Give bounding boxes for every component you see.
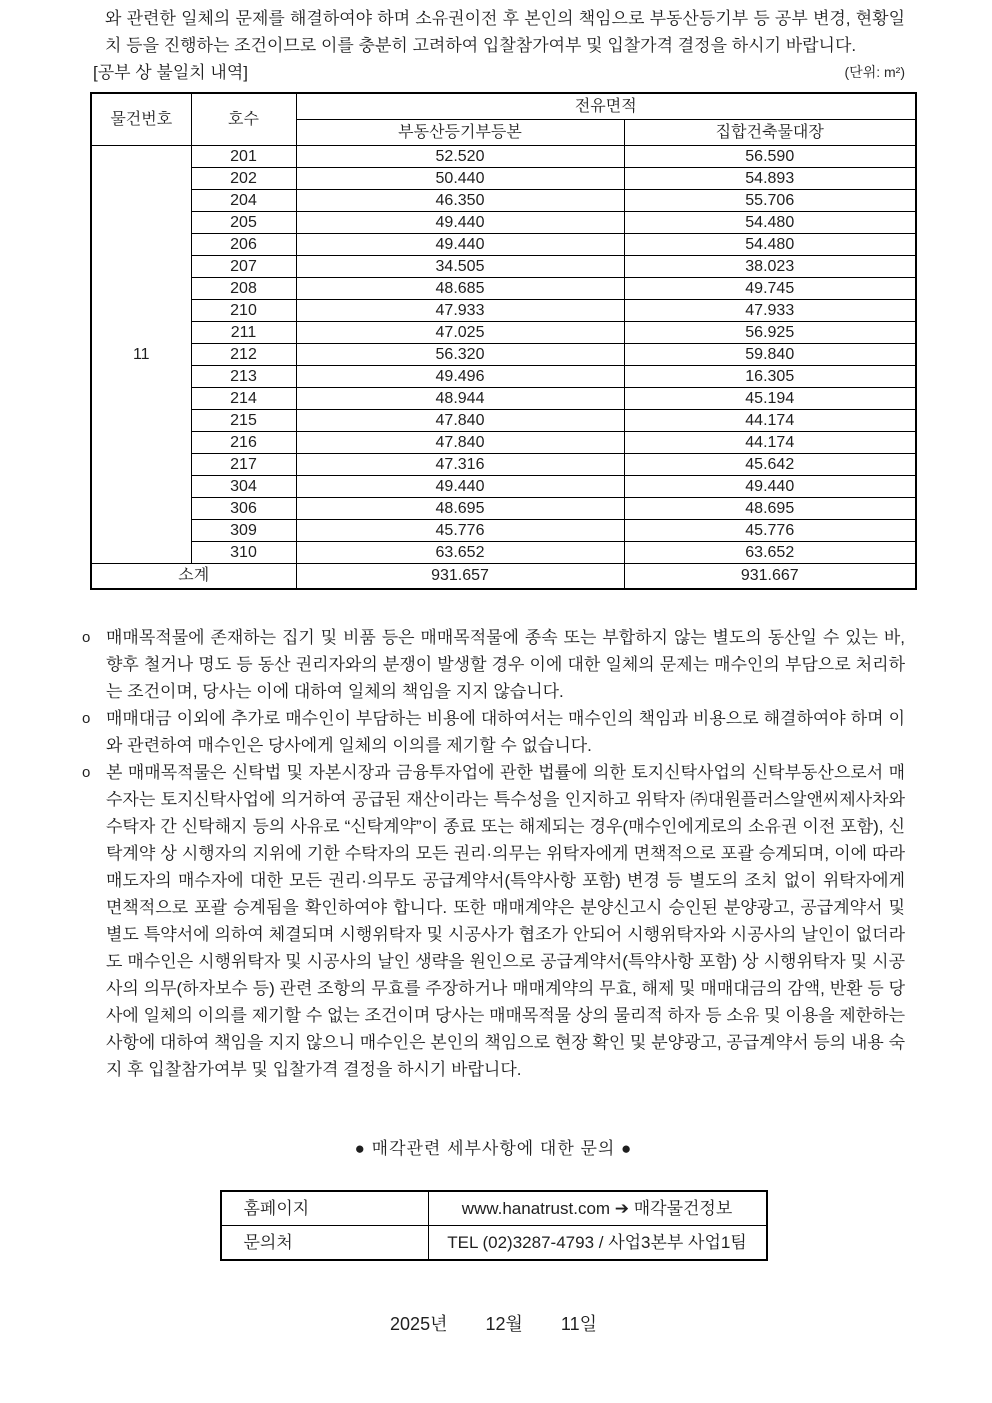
- register-area-cell: 50.440: [296, 168, 624, 190]
- table-row: [91, 190, 916, 212]
- register-area-cell: 49.496: [296, 366, 624, 388]
- discrepancy-table: [90, 92, 917, 590]
- date-year: 2025년: [390, 1314, 448, 1334]
- table-row: [91, 212, 916, 234]
- note-item: [82, 705, 905, 759]
- bullet-marker: o: [82, 629, 91, 646]
- document-date: [82, 1311, 905, 1338]
- unit-cell: 216: [191, 432, 296, 454]
- register-area-cell: 49.440: [296, 234, 624, 256]
- ledger-area-cell: 54.480: [624, 212, 916, 234]
- ledger-area-cell: 44.174: [624, 410, 916, 432]
- date-month: 12월: [485, 1314, 523, 1334]
- table-row: [91, 256, 916, 278]
- unit-cell: 205: [191, 212, 296, 234]
- contact-row-inquiry: [221, 1226, 767, 1261]
- register-area-cell: 47.933: [296, 300, 624, 322]
- ledger-area-cell: 56.925: [624, 322, 916, 344]
- table-row: [91, 322, 916, 344]
- register-area-cell: 48.685: [296, 278, 624, 300]
- intro-paragraph: 와 관련한 일체의 문제를 해결하여야 하며 소유권이전 후 본인의 책임으로 부동산등기부 등 공부 변경, 현황일치 등을 진행하는 조건이므로 이를 충분히 고려하여 입찰참가여부 및 입찰가격 결정을 하시기 바랍니다.: [105, 9, 905, 55]
- register-area-cell: 48.695: [296, 498, 624, 520]
- note-text: 매매목적물에 존재하는 집기 및 비품 등은 매매목적물에 종속 또는 부합하지 않는 별도의 동산일 수 있는 바, 향후 철거나 명도 등 동산 권리자와의 분쟁이 발생할 경우 이에 대한 일체의 문제는 매수인의 부담으로 처리하는 조건이며, 당사는 이에 대하여 일체의 책임을 지지 않습니다.: [106, 628, 905, 701]
- register-area-cell: 56.320: [296, 344, 624, 366]
- item-number-cell: 11: [91, 146, 191, 564]
- header-unit: 호수: [191, 93, 296, 146]
- subtotal-label-cell: 소계: [91, 564, 296, 590]
- register-area-cell: 47.316: [296, 454, 624, 476]
- contact-table: [220, 1190, 768, 1261]
- note-text: 본 매매목적물은 신탁법 및 자본시장과 금융투자업에 관한 법률에 의한 토지신탁사업의 신탁부동산으로서 매수자는 토지신탁사업에 의거하여 공급된 재산이라는 특수성을 인지하고 위탁자 ㈜대원플러스알앤씨제사차와 수탁자 간 신탁해지 등의 사유로 “신탁계약”이 종료 또는 해제되는 경우(매수인에게로의 소유권 이전 포함), 신탁계약 상 시행자의 지위에 기한 수탁자의 모든 권리·의무는 위탁자에게 면책적으로 포괄 승계되며, 이에 따라 매도자의 매수자에 대한 모든 권리·의무도 공급계약서(특약사항 포함) 변경 등 별도의 조치 없이 위탁자에게 면책적으로 포괄 승계됨을 확인하여야 합니다. 또한 매매계약은 분양신고시 승인된 분양광고, 공급계약서 및 별도 특약서에 의하여 체결되며 시행위탁자 및 시공사가 협조가 안되어 시행위탁자와 시공사의 날인이 없더라도 매수인은 시행위탁자 및 시공사의 날인 생략을 원인으로 공급계약서(특약사항 포함) 상 시행위탁자 및 시공사의 의무(하자보수 등) 관련 조항의 무효를 주장하거나 매매계약의 무효, 해제 및 매매대금의 감액, 반환 등 당사에 일체의 이의를 제기할 수 없는 조건이며 당사는 매매목적물 상의 물리적 하자 등 소유 및 이용을 제한하는 사항에 대하여 책임을 지지 않으니 매수인은 본인의 책임으로 현장 확인 및 분양광고, 공급계약서 등의 내용 숙지 후 입찰참가여부 및 입찰가격 결정을 하시기 바랍니다.: [106, 763, 905, 1079]
- unit-cell: 204: [191, 190, 296, 212]
- register-area-cell: 46.350: [296, 190, 624, 212]
- contact-value-homepage: www.hanatrust.com ➔ 매각물건정보: [428, 1191, 767, 1226]
- register-area-cell: 49.440: [296, 476, 624, 498]
- note-item: [82, 624, 905, 705]
- ledger-area-cell: 54.893: [624, 168, 916, 190]
- table-row: [91, 498, 916, 520]
- unit-cell: 215: [191, 410, 296, 432]
- table-row: [91, 344, 916, 366]
- table-row: [91, 454, 916, 476]
- unit-cell: 306: [191, 498, 296, 520]
- ledger-area-cell: 47.933: [624, 300, 916, 322]
- ledger-area-cell: 56.590: [624, 146, 916, 168]
- unit-cell: 206: [191, 234, 296, 256]
- ledger-area-cell: 54.480: [624, 234, 916, 256]
- register-area-cell: 52.520: [296, 146, 624, 168]
- unit-cell: 201: [191, 146, 296, 168]
- contact-heading: ● 매각관련 세부사항에 대한 문의 ●: [354, 1139, 633, 1158]
- table-row: [91, 234, 916, 256]
- ledger-area-cell: 16.305: [624, 366, 916, 388]
- contact-label-homepage: 홈페이지: [221, 1191, 429, 1226]
- note-item: [82, 759, 905, 1083]
- register-area-cell: 34.505: [296, 256, 624, 278]
- bullet-marker: o: [82, 764, 91, 781]
- subtotal-ledger-cell: 931.667: [624, 564, 916, 590]
- unit-cell: 310: [191, 542, 296, 564]
- table-row: [91, 168, 916, 190]
- ledger-area-cell: 48.695: [624, 498, 916, 520]
- header-register: 부동산등기부등본: [296, 120, 624, 146]
- register-area-cell: 48.944: [296, 388, 624, 410]
- table-row: [91, 542, 916, 564]
- register-area-cell: 63.652: [296, 542, 624, 564]
- table-row: [91, 520, 916, 542]
- header-area-group: 전유면적: [296, 93, 916, 120]
- register-area-cell: 45.776: [296, 520, 624, 542]
- ledger-area-cell: 45.642: [624, 454, 916, 476]
- ledger-area-cell: 59.840: [624, 344, 916, 366]
- ledger-area-cell: 49.440: [624, 476, 916, 498]
- table-row: [91, 432, 916, 454]
- unit-cell: 208: [191, 278, 296, 300]
- unit-cell: 212: [191, 344, 296, 366]
- table-row: [91, 476, 916, 498]
- table-row: [91, 410, 916, 432]
- table-row: [91, 388, 916, 410]
- table-header-row-1: [91, 93, 916, 120]
- unit-cell: 211: [191, 322, 296, 344]
- unit-cell: 210: [191, 300, 296, 322]
- table-row: [91, 278, 916, 300]
- table-row: [91, 366, 916, 388]
- table-row: [91, 146, 916, 168]
- unit-cell: 217: [191, 454, 296, 476]
- subtotal-row: [91, 564, 916, 590]
- ledger-area-cell: 55.706: [624, 190, 916, 212]
- ledger-area-cell: 63.652: [624, 542, 916, 564]
- subtotal-register-cell: 931.657: [296, 564, 624, 590]
- unit-cell: 213: [191, 366, 296, 388]
- unit-cell: 202: [191, 168, 296, 190]
- unit-cell: 309: [191, 520, 296, 542]
- ledger-area-cell: 38.023: [624, 256, 916, 278]
- register-area-cell: 49.440: [296, 212, 624, 234]
- bullet-marker: o: [82, 710, 91, 727]
- contact-label-inquiry: 문의처: [221, 1226, 429, 1261]
- table-caption-row: [93, 59, 905, 86]
- contact-value-inquiry: TEL (02)3287-4793 / 사업3본부 사업1팀: [428, 1226, 767, 1261]
- unit-cell: 304: [191, 476, 296, 498]
- header-ledger: 집합건축물대장: [624, 120, 916, 146]
- ledger-area-cell: 49.745: [624, 278, 916, 300]
- discrepancy-table-body: [91, 146, 916, 590]
- register-area-cell: 47.025: [296, 322, 624, 344]
- unit-label: (단위: m²): [844, 64, 905, 80]
- ledger-area-cell: 45.194: [624, 388, 916, 410]
- ledger-area-cell: 44.174: [624, 432, 916, 454]
- ledger-area-cell: 45.776: [624, 520, 916, 542]
- table-row: [91, 300, 916, 322]
- note-text: 매매대금 이외에 추가로 매수인이 부담하는 비용에 대하여서는 매수인의 책임과 비용으로 해결하여야 하며 이와 관련하여 매수인은 당사에게 일체의 이의를 제기할 수 없습니다.: [106, 709, 905, 755]
- section-label: [공부 상 불일치 내역]: [93, 63, 248, 82]
- unit-cell: 207: [191, 256, 296, 278]
- register-area-cell: 47.840: [296, 432, 624, 454]
- notes-list: [82, 624, 905, 1083]
- register-area-cell: 47.840: [296, 410, 624, 432]
- date-day: 11일: [560, 1314, 597, 1334]
- header-item-no: 물건번호: [91, 93, 191, 146]
- unit-cell: 214: [191, 388, 296, 410]
- contact-row-homepage: [221, 1191, 767, 1226]
